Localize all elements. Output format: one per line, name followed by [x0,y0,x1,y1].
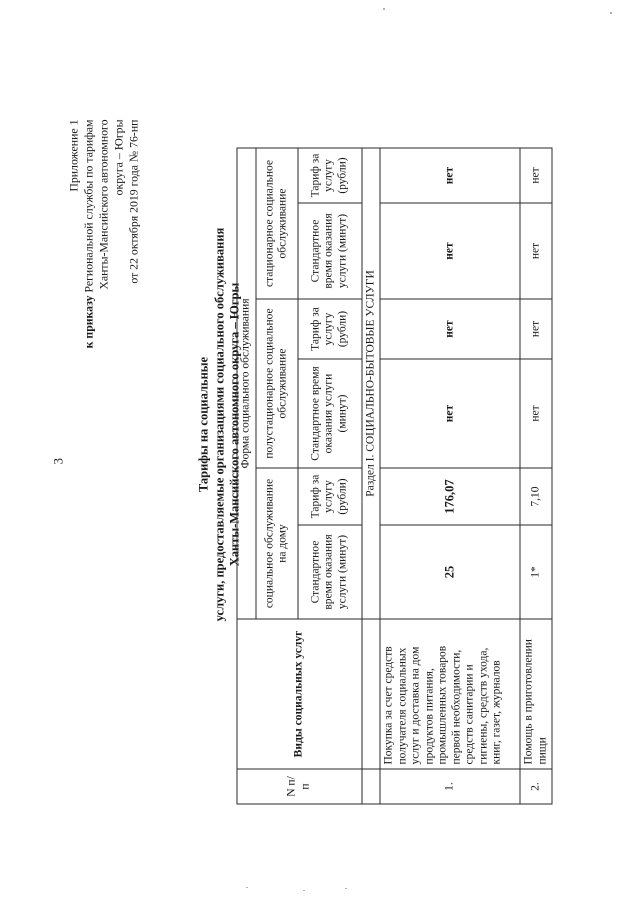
tariffs-table [236,148,552,805]
subheader-time: Стандартное время оказания услуги (минут) [297,203,361,299]
home-time: 1* [520,525,552,619]
appendix-line: Приложение 1 [66,119,80,192]
service-name: Помощь в приготовлении пищи [520,619,552,769]
subheader-tariff: Тариф за услугу (рубли) [297,299,361,359]
header-service-type: Виды социальных услуг [237,619,362,769]
home-tariff: 176,07 [380,468,520,525]
semi-time: нет [520,359,552,468]
subheader-time: Стандартное время оказания услуги (минут) [297,359,361,468]
appendix-reference [66,120,141,349]
stat-tariff: нет [380,148,520,203]
appendix-line: округа – Югры [111,119,125,196]
subheader-time: Стандартное время оказания услуги (минут) [297,525,361,619]
title-line: Тарифы на социальные [196,356,210,493]
home-time: 25 [380,525,520,619]
title-line: услуги, предоставляемые организациями социального обслуживания [211,227,226,622]
header-form-home: социальное обслуживание на дому [255,468,297,619]
stat-time: нет [380,203,520,299]
appendix-line: от 22 октября 2019 года № 76-нп [126,119,140,284]
page-number: 3 [50,458,65,465]
appendix-line: к приказу Региональной службы по тарифам [81,119,95,349]
semi-tariff: нет [520,299,552,359]
subheader-tariff: Тариф за услугу (рубли) [297,468,361,525]
header-form-stationary: стационарное социальное обслуживание [255,148,297,299]
title-line: Ханты-Мансийского автономного округа – Югры [227,282,241,567]
table-row [520,148,552,804]
stat-tariff: нет [520,148,552,203]
header-service-form: Форма социального обслуживания [237,148,256,619]
semi-time: нет [380,359,520,468]
header-number: N п/п [237,769,362,804]
row-number: 1. [380,769,520,804]
row-number: 2. [520,769,552,804]
subheader-tariff: Тариф за услугу (рубли) [297,148,361,203]
appendix-line: Ханты-Мансийского автономного [96,119,110,290]
service-name: Покупка за счет средств получателя социальных услуг и доставка на дом продуктов питания, промышленных товаров первой необходимости, средств санитарии и гигиены, средств ухода, книг, газет, журналов [380,619,520,769]
stat-time: нет [520,203,552,299]
semi-tariff: нет [380,299,520,359]
table-row [380,148,520,804]
section-heading: Раздел I. СОЦИАЛЬНО-БЫТОВЫЕ УСЛУГИ [361,148,380,619]
header-form-semi-stationary: полустационарное социальное обслуживание [255,299,297,468]
home-tariff: 7,10 [520,468,552,525]
